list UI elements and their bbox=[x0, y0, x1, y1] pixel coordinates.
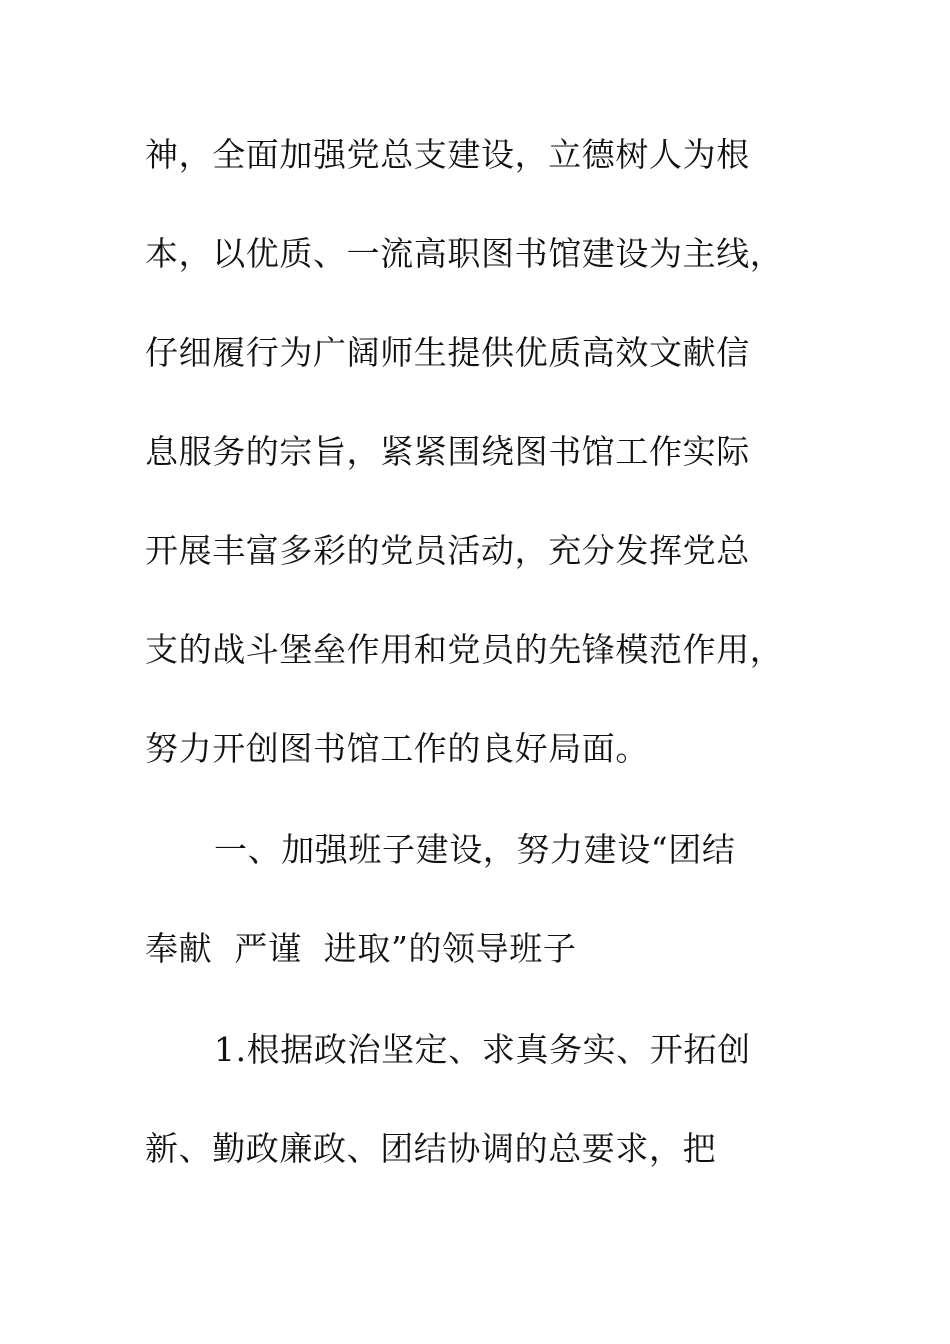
section-heading-line: 一、加强班子建设，努力建设“团结 bbox=[214, 830, 736, 869]
list-item-line: 新、勤政廉政、团结协调的总要求，把 bbox=[145, 1129, 717, 1168]
body-text-line: 开展丰富多彩的党员活动，充分发挥党总 bbox=[145, 531, 750, 570]
list-item-line: 1.根据政治坚定、求真务实、开拓创 bbox=[214, 1030, 751, 1069]
body-text-line: 仔细履行为广阔师生提供优质高效文献信 bbox=[145, 333, 750, 372]
body-text-line: 本，以优质、一流高职图书馆建设为主线， bbox=[145, 234, 784, 273]
body-text-line: 努力开创图书馆工作的良好局面。 bbox=[145, 729, 649, 768]
body-text-line: 支的战斗堡垒作用和党员的先锋模范作用， bbox=[145, 630, 784, 669]
body-text-line: 息服务的宗旨，紧紧围绕图书馆工作实际 bbox=[145, 432, 750, 471]
body-text-line: 神，全面加强党总支建设，立德树人为根 bbox=[145, 135, 750, 174]
section-heading-line: 奉献 严谨 进取”的领导班子 bbox=[145, 929, 577, 968]
